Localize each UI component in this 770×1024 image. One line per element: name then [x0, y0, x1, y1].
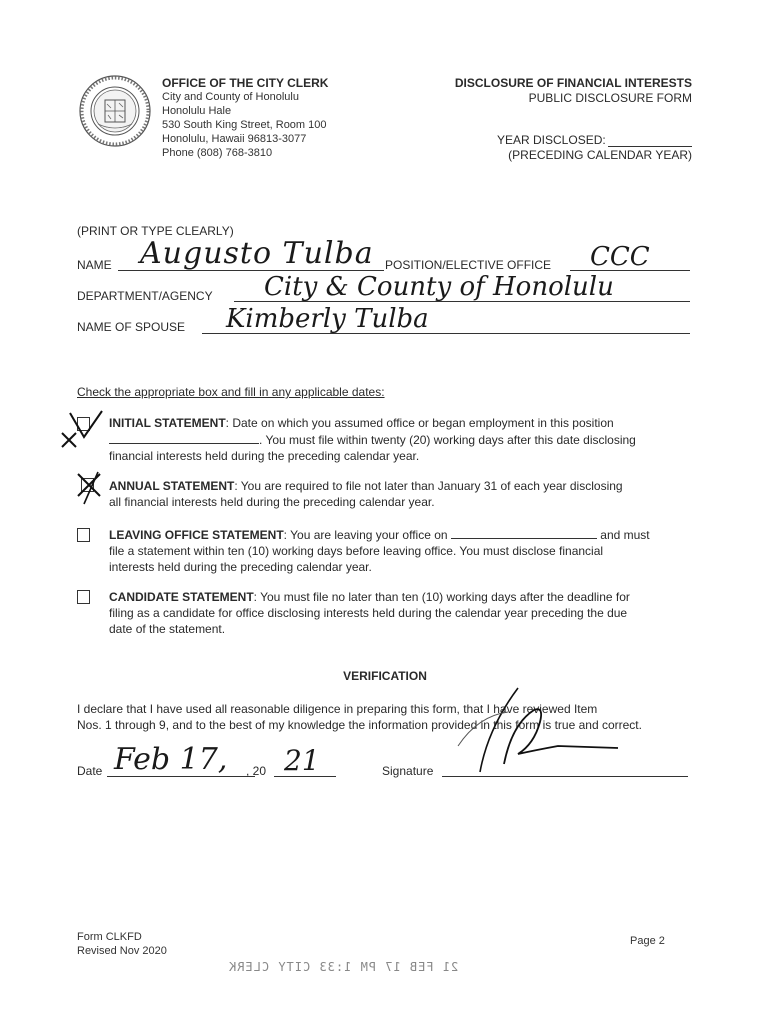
annual-statement-title: ANNUAL STATEMENT: [109, 479, 235, 493]
received-stamp: 21 FEB 17 PM 1:33 CITY CLERK: [228, 960, 459, 974]
verification-text-line: I declare that I have used all reasonable diligence in preparing this form, that I have reviewed Item: [77, 702, 598, 716]
city-seal-icon: [78, 74, 152, 148]
candidate-statement-title: CANDIDATE STATEMENT: [109, 590, 254, 604]
department-label: DEPARTMENT/AGENCY: [77, 289, 213, 303]
candidate-statement-text: CANDIDATE STATEMENT: You must file no later than ten (10) working days after the deadline for filing as a candidate for office disclosing interests held during the calendar year preceding the due date of the statement.: [109, 590, 630, 636]
signature-label: Signature: [382, 764, 434, 778]
leaving-office-checkbox[interactable]: [77, 528, 90, 542]
signature-mark: [448, 684, 628, 784]
initial-date-field[interactable]: [109, 431, 259, 444]
form-id: Form CLKFD: [77, 931, 142, 943]
office-address-line: Honolulu Hale: [162, 105, 232, 117]
date-handwritten: Feb 17,: [114, 742, 228, 777]
page-number: Page 2: [630, 935, 665, 947]
spouse-label: NAME OF SPOUSE: [77, 320, 186, 334]
office-address-line: Honolulu, Hawaii 96813-3077: [162, 133, 307, 145]
initial-statement-title: INITIAL STATEMENT: [109, 416, 226, 430]
form-title: DISCLOSURE OF FINANCIAL INTERESTS: [454, 76, 692, 90]
form-revised: Revised Nov 2020: [77, 945, 167, 957]
year-disclosed-label: YEAR DISCLOSED:: [497, 133, 606, 147]
office-address-line: 530 South King Street, Room 100: [162, 119, 327, 131]
annual-statement-text: ANNUAL STATEMENT: You are required to file not later than January 31 of each year disclosing all financial interests held during the preceding calendar year.: [109, 479, 623, 509]
year-handwritten: 21: [284, 744, 320, 777]
office-phone: Phone (808) 768-3810: [162, 147, 273, 159]
leaving-date-field[interactable]: [451, 526, 597, 539]
year-disclosed-field[interactable]: [608, 146, 692, 147]
leaving-office-text: LEAVING OFFICE STATEMENT: You are leaving your office on and must file a statement within ten (10) working days before leaving office. You must disclose financial interests held during the preceding calendar year.: [109, 528, 650, 574]
year-disclosed-note: (PRECEDING CALENDAR YEAR): [508, 148, 692, 162]
initial-statement-text: INITIAL STATEMENT: Date on which you assumed office or began employment in this position . You must file within twenty (20) working days after this date disclosing financial interests held during the preceding calendar year.: [109, 416, 636, 463]
leaving-office-title: LEAVING OFFICE STATEMENT: [109, 528, 284, 542]
office-title: OFFICE OF THE CITY CLERK: [162, 76, 329, 90]
verification-heading: VERIFICATION: [343, 669, 427, 683]
options-heading: Check the appropriate box and fill in any applicable dates:: [77, 385, 385, 399]
position-handwritten: CCC: [590, 242, 650, 272]
initial-crossout-mark: [56, 405, 116, 455]
name-handwritten: Augusto Tulba: [140, 236, 374, 271]
position-label: POSITION/ELECTIVE OFFICE: [385, 258, 552, 272]
spouse-handwritten: Kimberly Tulba: [226, 304, 429, 334]
annual-check-mark: [74, 470, 108, 506]
office-address-line: City and County of Honolulu: [162, 91, 299, 103]
print-instruction: (PRINT OR TYPE CLEARLY): [77, 224, 234, 238]
verification-text-line: Nos. 1 through 9, and to the best of my knowledge the information provided in this form is true and correct.: [77, 718, 642, 732]
department-handwritten: City & County of Honolulu: [264, 272, 614, 302]
year-prefix: , 20: [246, 764, 267, 778]
name-label: NAME: [77, 258, 112, 272]
candidate-statement-checkbox[interactable]: [77, 590, 90, 604]
form-subtitle: PUBLIC DISCLOSURE FORM: [528, 91, 692, 105]
date-label: Date: [77, 764, 103, 778]
